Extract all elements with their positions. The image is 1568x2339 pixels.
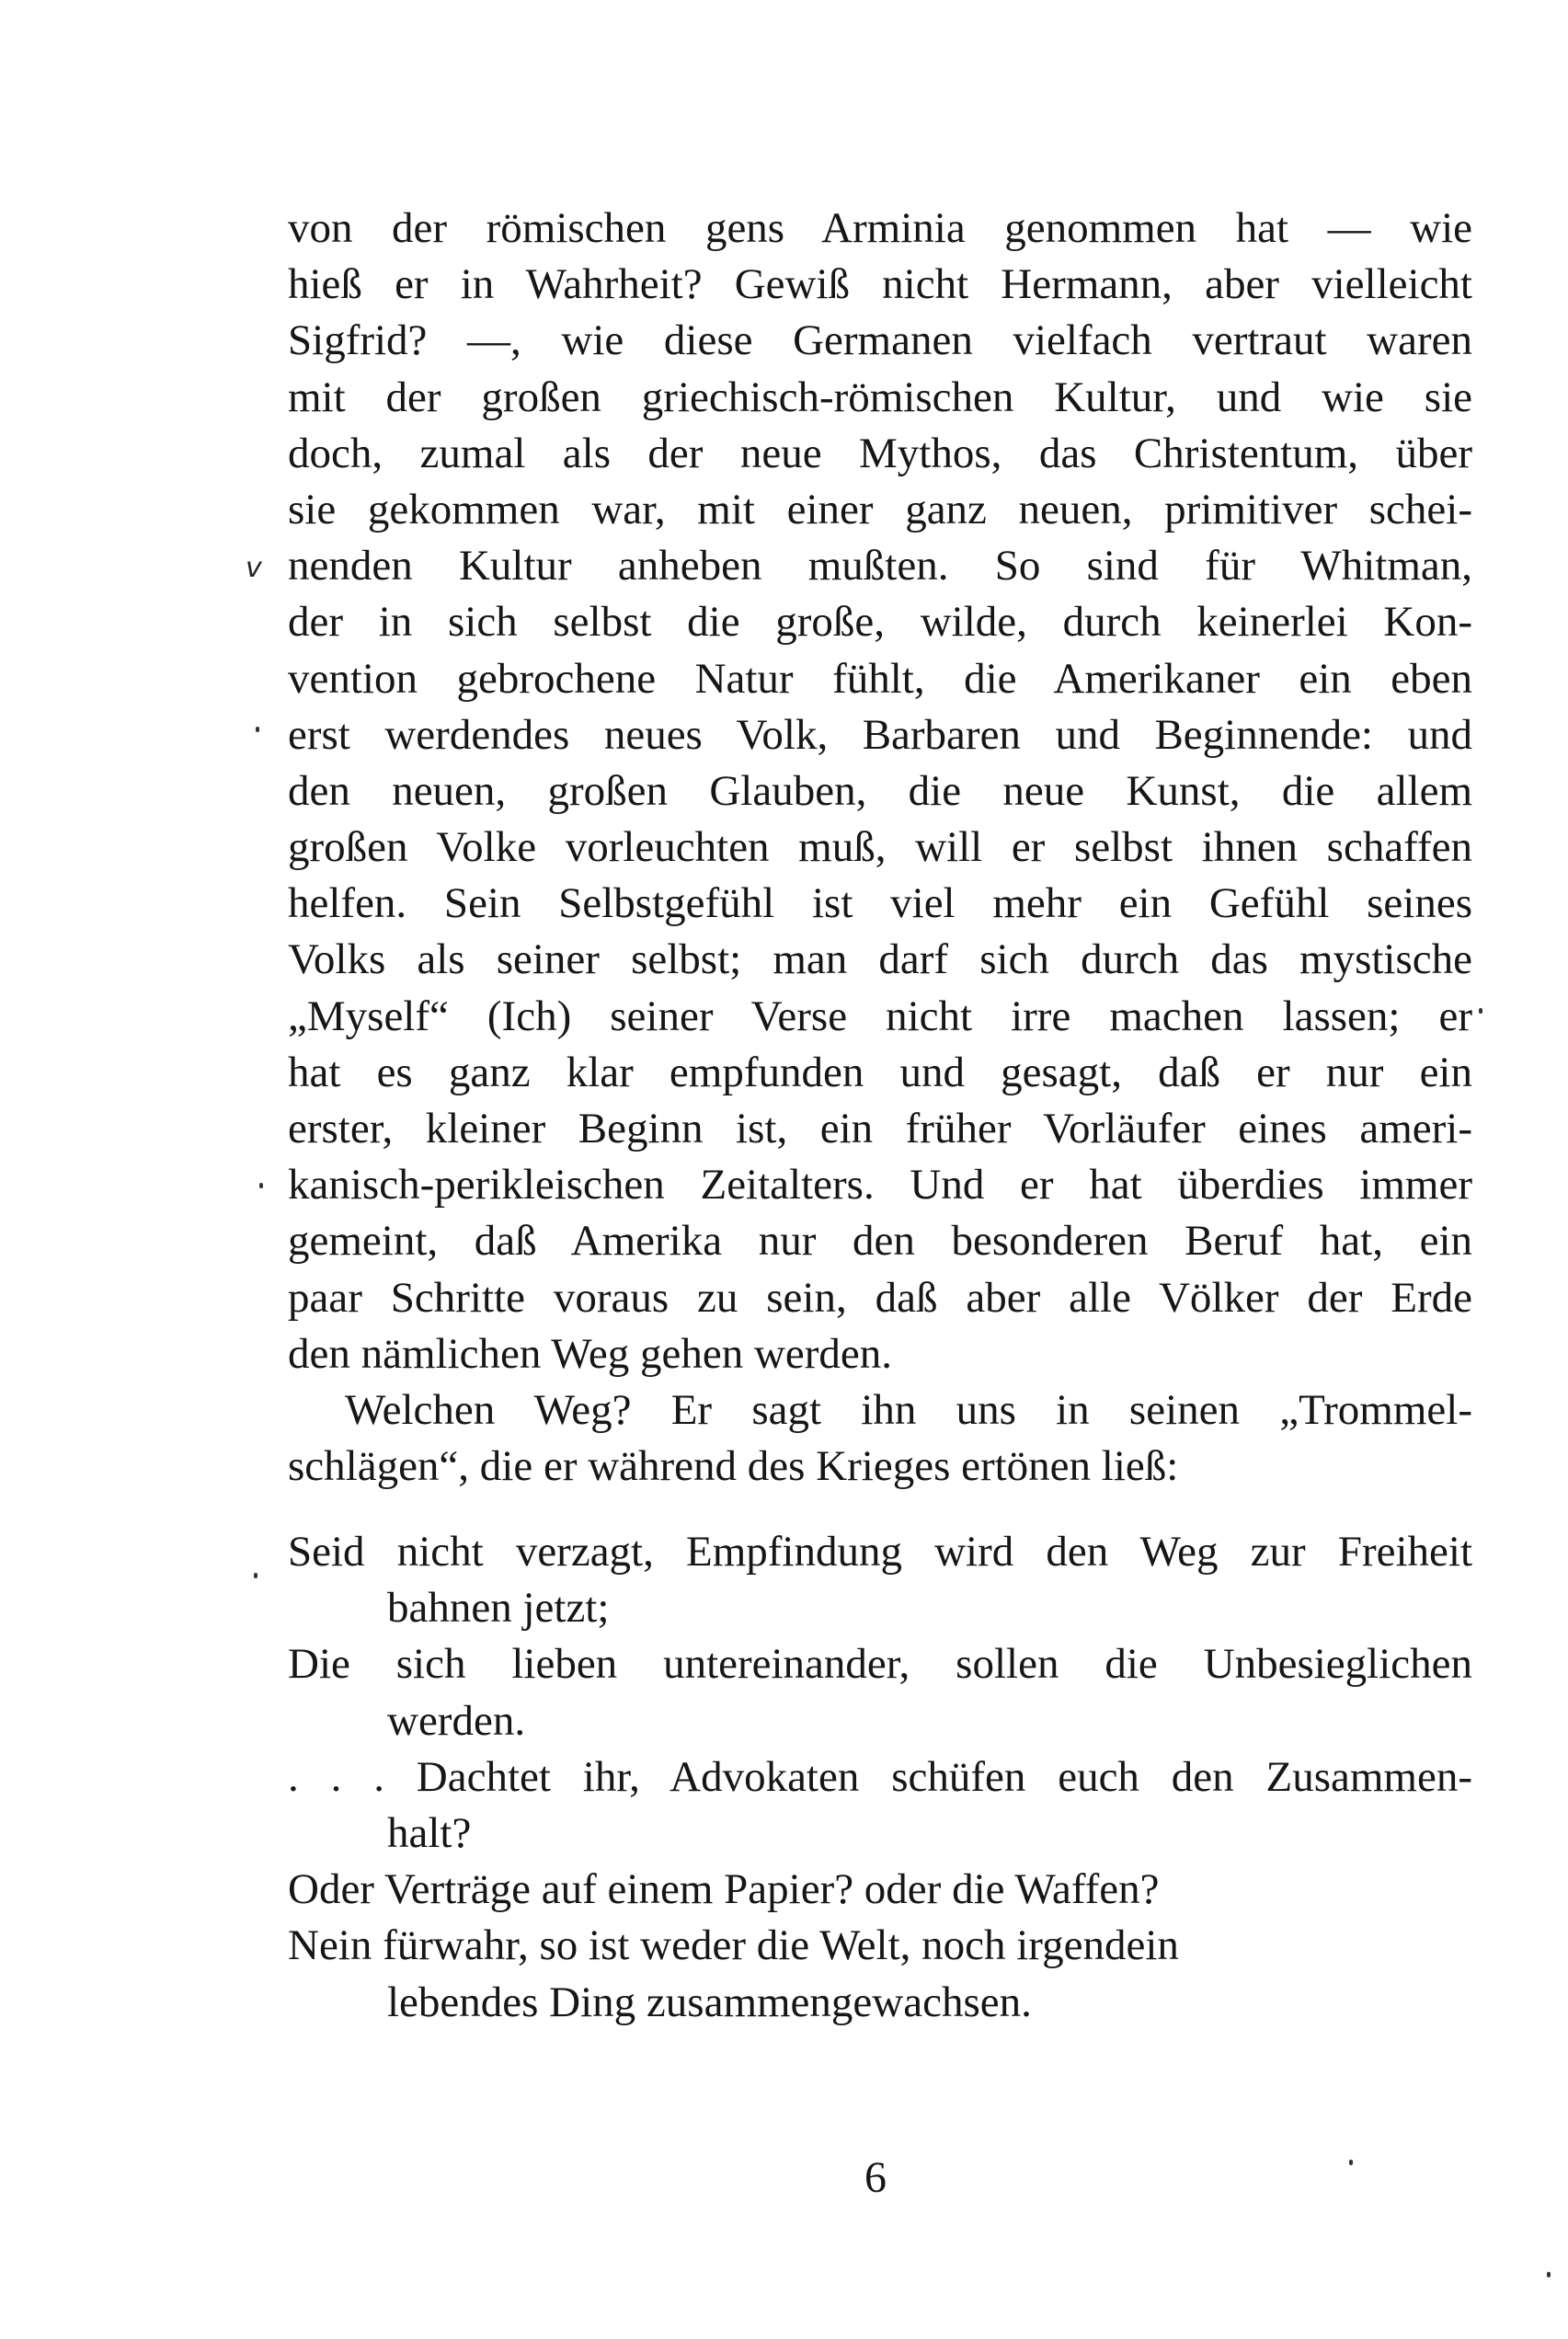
verse-line: Nein fürwahr, so ist weder die Welt, noch irgendein xyxy=(288,1921,1179,1970)
text-line: nenden Kultur anheben mußten. So sind für Whitman, xyxy=(288,542,1472,590)
text-line: gemeint, daß Amerika nur den besonderen Beruf hat, ein xyxy=(288,1217,1472,1266)
text-line: der in sich selbst die große, wilde, durch keinerlei Kon- xyxy=(288,598,1472,647)
text-line: erster, kleiner Beginn ist, ein früher Vorläufer eines ameri- xyxy=(288,1105,1472,1152)
margin-dot xyxy=(256,727,259,732)
text-line: paar Schritte voraus zu sein, daß aber alle Völker der Erde xyxy=(288,1273,1472,1322)
text-line: vention gebrochene Natur fühlt, die Amerikaner ein eben xyxy=(288,654,1472,703)
text-line: schlägen“, die er während des Krieges ertönen ließ: xyxy=(288,1442,1179,1491)
verse-line-continuation: bahnen jetzt; xyxy=(387,1584,610,1633)
text-line: den neuen, großen Glauben, die neue Kunst, die allem xyxy=(288,766,1472,815)
text-line: sie gekommen war, mit einer ganz neuen, primitiver schei- xyxy=(288,485,1472,533)
text-line: den nämlichen Weg gehen werden. xyxy=(288,1329,893,1378)
text-line: hat es ganz klar empfunden und gesagt, daß er nur ein xyxy=(288,1048,1472,1096)
text-line: hieß er in Wahrheit? Gewiß nicht Hermann, aber vielleicht xyxy=(288,260,1472,309)
text-line: Sigfrid? —, wie diese Germanen vielfach vertraut waren xyxy=(288,316,1472,365)
margin-dot xyxy=(1479,1008,1482,1014)
margin-dot xyxy=(254,1573,258,1578)
text-line: kanisch-perikleischen Zeitalters. Und er hat überdies immer xyxy=(288,1161,1472,1210)
margin-mark: v xyxy=(246,552,262,584)
verse-quote xyxy=(288,1524,1472,2031)
verse-line-continuation: werden. xyxy=(387,1696,526,1745)
margin-dot xyxy=(259,1183,263,1188)
body-text xyxy=(288,201,1472,1495)
text-line: doch, zumal als der neue Mythos, das Christentum, über xyxy=(288,429,1472,477)
verse-line-continuation: lebendes Ding zusammengewachsen. xyxy=(387,1978,1032,2026)
verse-line: Oder Verträge auf einem Papier? oder die Waffen? xyxy=(288,1865,1160,1914)
text-line: mit der großen griechisch-römischen Kultur, und wie sie xyxy=(288,373,1472,421)
margin-dot xyxy=(1547,2272,1551,2277)
margin-dot xyxy=(1349,2160,1353,2165)
text-line: erst werdendes neues Volk, Barbaren und Beginnende: und xyxy=(288,710,1472,759)
page-number: 6 xyxy=(864,2153,887,2202)
text-line: von der römischen gens Arminia genommen hat — wie xyxy=(288,204,1472,252)
text-line: helfen. Sein Selbstgefühl ist viel mehr ein Gefühl seines xyxy=(288,879,1472,928)
verse-line-continuation: halt? xyxy=(387,1808,472,1857)
verse-line: Die sich lieben untereinander, sollen die Unbesieglichen xyxy=(288,1640,1472,1689)
text-line: „Myself“ (Ich) seiner Verse nicht irre machen lassen; er xyxy=(288,992,1472,1040)
text-line: Welchen Weg? Er sagt ihn uns in seinen „Trommel- xyxy=(345,1385,1472,1434)
text-line: Volks als seiner selbst; man darf sich durch das mystische xyxy=(288,935,1472,984)
text-line: großen Volke vorleuchten muß, will er selbst ihnen schaffen xyxy=(288,823,1472,872)
verse-line: Seid nicht verzagt, Empfindung wird den Weg zur Freiheit xyxy=(288,1528,1472,1576)
verse-line: . . . Dachtet ihr, Advokaten schüfen euch den Zusammen- xyxy=(288,1752,1472,1801)
